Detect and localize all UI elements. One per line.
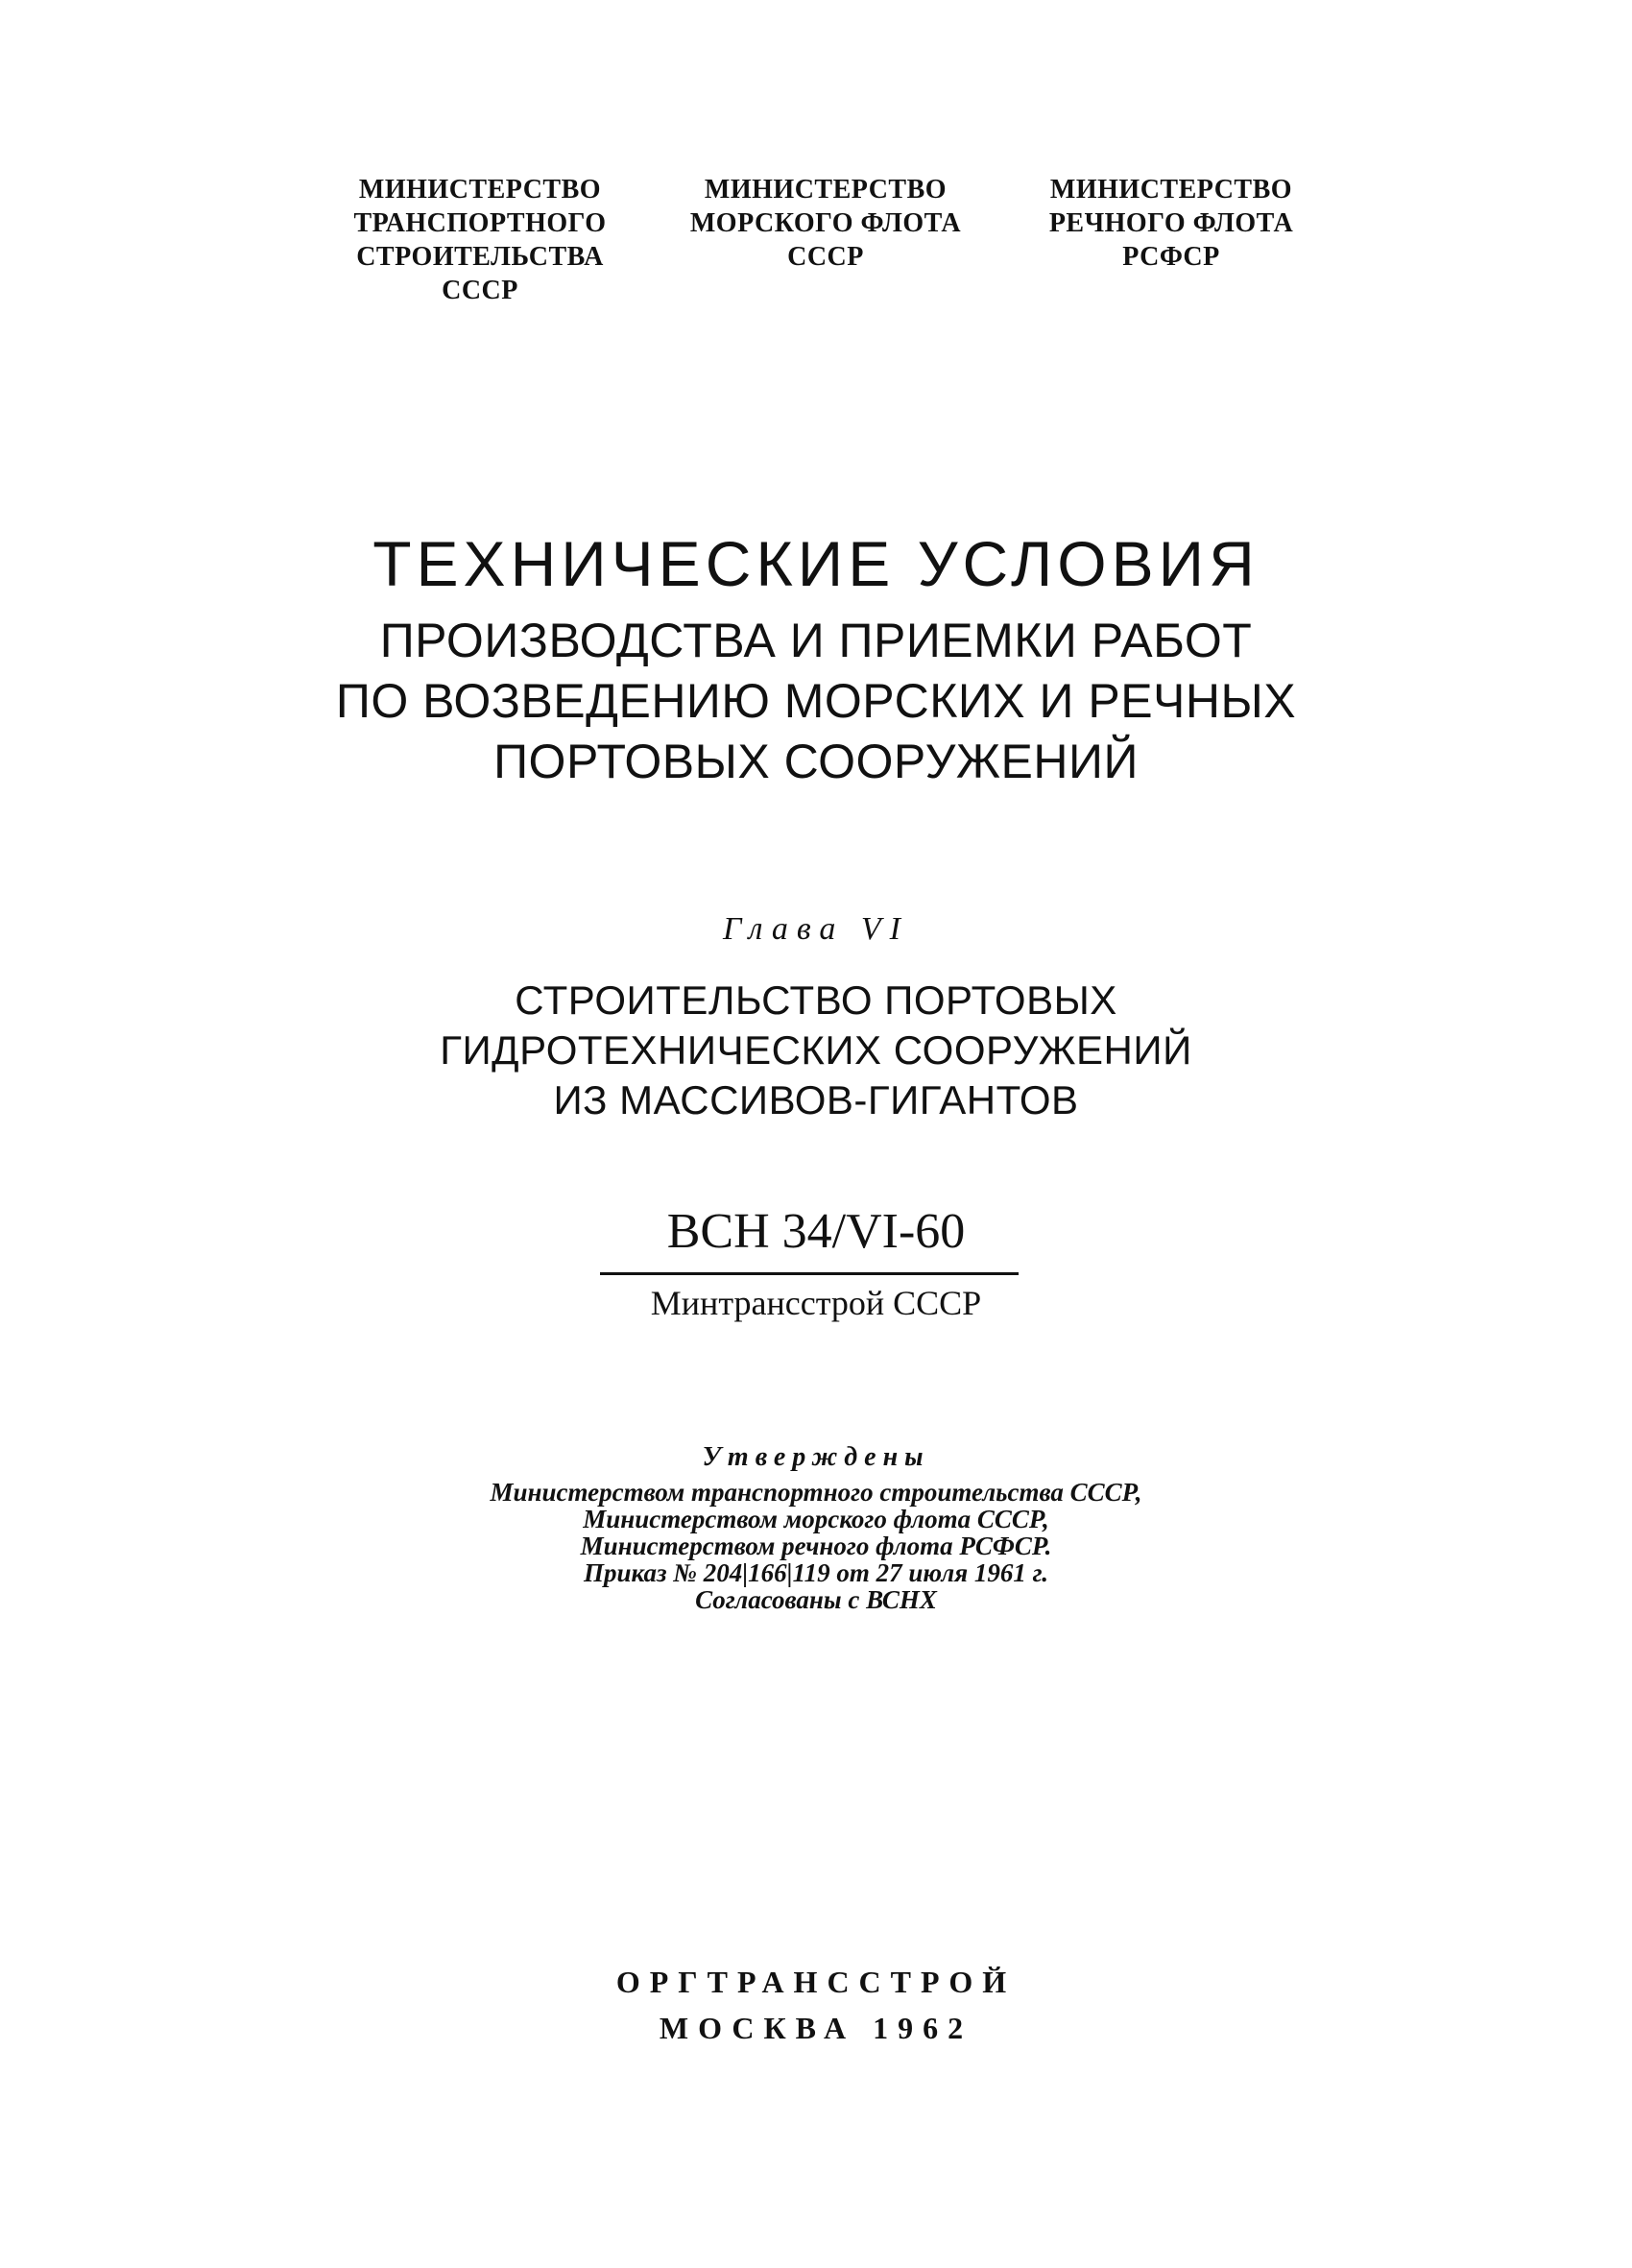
document-subtitle [0,611,1632,792]
chapter-title [0,976,1632,1125]
ministry-line: МОРСКОГО ФЛОТА [689,208,962,238]
code-divider [600,1272,1019,1275]
chapter-title-line: ИЗ МАССИВОВ-ГИГАНТОВ [553,1077,1079,1122]
document-title: ТЕХНИЧЕСКИЕ УСЛОВИЯ [372,528,1260,599]
ministry-line: МИНИСТЕРСТВО [704,175,948,205]
subtitle-line: ПО ВОЗВЕДЕНИЮ МОРСКИХ И РЕЧНЫХ [335,674,1297,728]
publisher-name: ОРГТРАНССТРОЙ [615,1965,1017,1999]
ministry-transport-construction [317,173,643,307]
approval-details [0,1479,1632,1613]
chapter-label: Глава VI [723,911,909,947]
document-code: ВСН 34/VI-60 [666,1204,966,1259]
ministry-line: РЕЧНОГО ФЛОТА [1048,208,1294,238]
ministry-line: ТРАНСПОРТНОГО [353,208,607,238]
ministry-line: СТРОИТЕЛЬСТВА [356,242,604,272]
approval-line: Министерством морского флота СССР, [583,1505,1049,1533]
chapter-title-line: СТРОИТЕЛЬСТВО ПОРТОВЫХ [515,977,1117,1023]
ministry-line: МИНИСТЕРСТВО [1049,175,1293,205]
approval-label: Утверждены [702,1442,930,1472]
approval-line: Министерством речного флота РСФСР. [580,1532,1052,1560]
chapter-title-line: ГИДРОТЕХНИЧЕСКИХ СООРУЖЕНИЙ [440,1027,1192,1073]
ministry-line: СССР [787,242,864,272]
publisher-city-year: МОСКВА 1962 [659,2011,973,2045]
subtitle-line: ПРОИЗВОДСТВА И ПРИЕМКИ РАБОТ [379,614,1253,667]
publisher-imprint [0,1959,1632,2051]
approval-line: Согласованы с ВСНХ [695,1585,937,1614]
ministry-line: РСФСР [1122,242,1220,272]
ministry-river-fleet [1008,173,1334,274]
ministry-line: СССР [442,276,518,305]
approval-line: Министерством транспортного строительства СССР, [490,1478,1142,1507]
ministry-marine-fleet [662,173,989,274]
subtitle-line: ПОРТОВЫХ СООРУЖЕНИЙ [493,735,1139,788]
ministries-header [317,173,1334,346]
issuing-organization: Минтрансстрой СССР [650,1284,982,1322]
approval-line: Приказ № 204|166|119 от 27 июля 1961 г. [583,1558,1049,1587]
ministry-line: МИНИСТЕРСТВО [358,175,602,205]
